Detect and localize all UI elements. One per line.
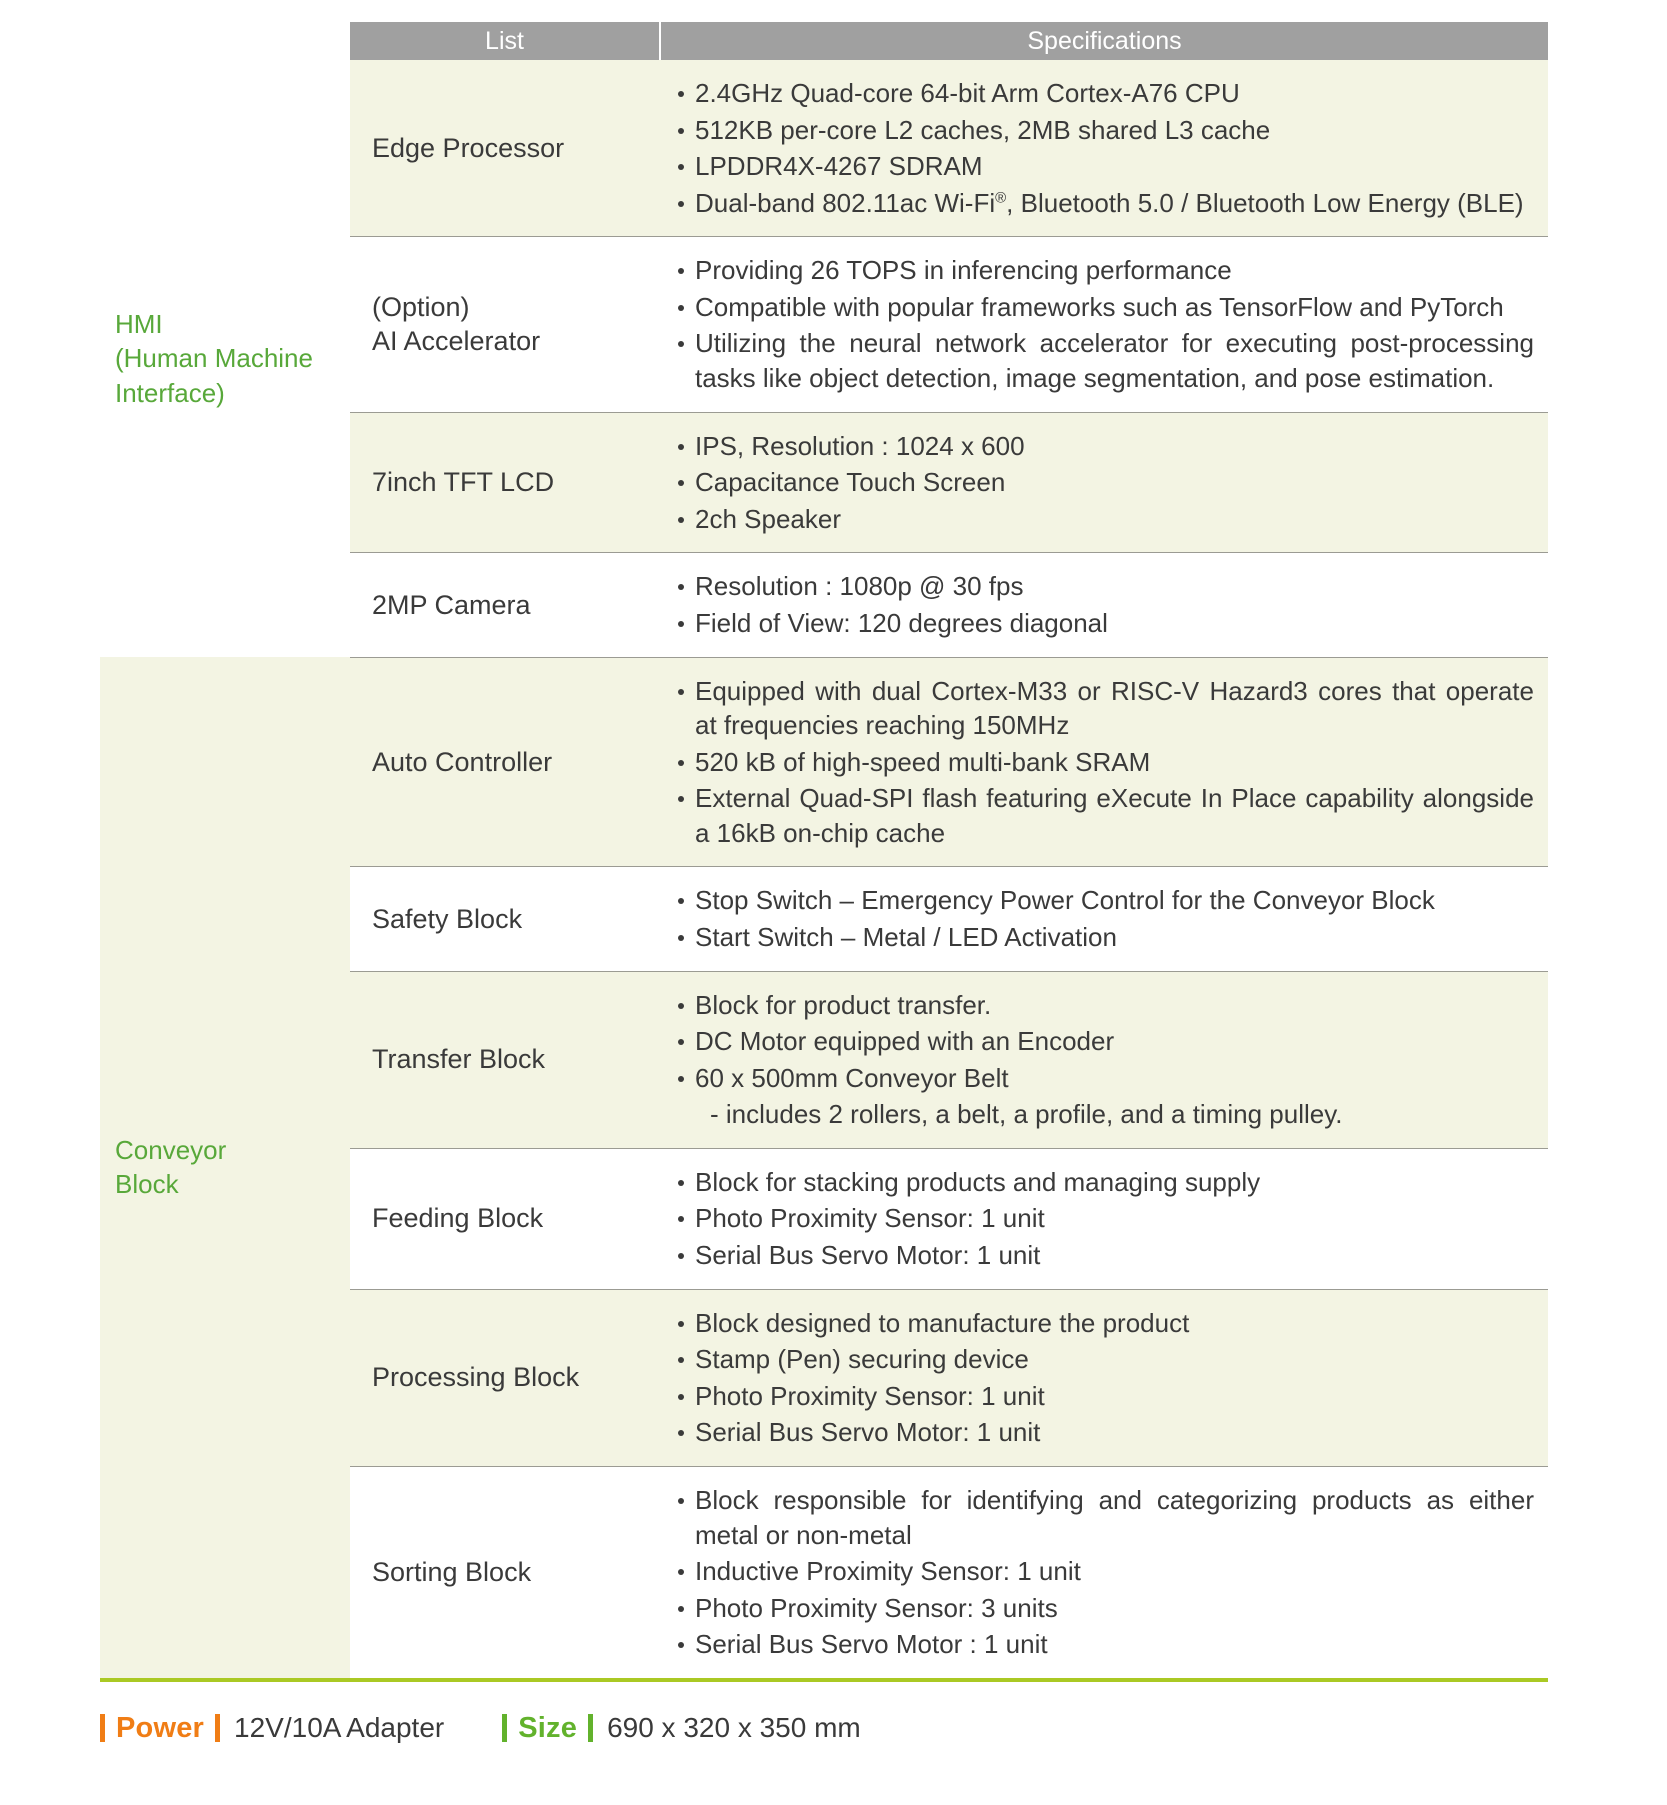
list-item-processing-block: Processing Block xyxy=(350,1289,660,1466)
bullet-item: 2.4GHz Quad-core 64-bit Arm Cortex-A76 CPU xyxy=(674,76,1534,111)
bullet-item: External Quad-SPI flash featuring eXecute In Place capability alongside a 16kB on-chip cache xyxy=(674,781,1534,850)
list-item-edge-processor: Edge Processor xyxy=(350,60,660,237)
list-item-feeding-block: Feeding Block xyxy=(350,1148,660,1289)
group-label-line: (Human Machine xyxy=(115,343,313,374)
group-label-line: Interface) xyxy=(115,377,225,408)
spec-cell-edge-processor xyxy=(660,60,1548,237)
bullet-subitem: - includes 2 rollers, a belt, a profile, and a timing pulley. xyxy=(710,1099,1343,1130)
spec-cell-2mp-camera xyxy=(660,553,1548,657)
bullet-item: Utilizing the neural network accelerator for executing post-processing tasks like object detection, image segmentation, and pose estimation. xyxy=(674,326,1534,395)
bullet-list xyxy=(674,674,1534,851)
list-item-ai-accelerator xyxy=(350,237,660,412)
spec-cell-auto-controller xyxy=(660,657,1548,867)
header-list: List xyxy=(350,22,660,60)
bullet-list xyxy=(674,1306,1534,1450)
bullet-list xyxy=(674,1165,1534,1273)
footer-divider xyxy=(100,1678,1548,1682)
group-label-hmi xyxy=(100,60,350,657)
bullet-item: LPDDR4X-4267 SDRAM xyxy=(674,149,1534,184)
footer xyxy=(100,1712,1548,1745)
bullet-item: Serial Bus Servo Motor: 1 unit xyxy=(674,1238,1534,1273)
list-item-safety-block: Safety Block xyxy=(350,867,660,971)
group-label-conveyor-block xyxy=(100,657,350,1678)
bullet-list xyxy=(674,569,1534,640)
table-header-row xyxy=(100,22,1548,60)
bullet-item: 60 x 500mm Conveyor Belt xyxy=(674,1061,1534,1096)
spec-cell-safety-block xyxy=(660,867,1548,971)
specification-table xyxy=(100,22,1548,1678)
list-item-2mp-camera: 2MP Camera xyxy=(350,553,660,657)
bullet-item: Block for product transfer. xyxy=(674,988,1534,1023)
size-label: Size xyxy=(518,1711,578,1744)
power-label: Power xyxy=(116,1711,205,1744)
table-row xyxy=(100,657,1548,867)
bullet-list xyxy=(674,883,1534,954)
bullet-item: Serial Bus Servo Motor : 1 unit xyxy=(674,1627,1534,1662)
bullet-list xyxy=(674,1483,1534,1662)
bullet-item: IPS, Resolution : 1024 x 600 xyxy=(674,429,1534,464)
bullet-item: DC Motor equipped with an Encoder xyxy=(674,1024,1534,1059)
group-label-line: Conveyor xyxy=(115,1135,227,1166)
bullet-list xyxy=(674,988,1534,1132)
bullet-item: 2ch Speaker xyxy=(674,502,1534,537)
spec-cell-tft-lcd xyxy=(660,412,1548,553)
table-body xyxy=(100,60,1548,1678)
bullet-item: Photo Proximity Sensor: 3 units xyxy=(674,1591,1534,1626)
table-header xyxy=(100,22,1548,60)
list-item-tft-lcd: 7inch TFT LCD xyxy=(350,412,660,553)
bullet-item: Dual-band 802.11ac Wi-Fi®, Bluetooth 5.0 / Bluetooth Low Energy (BLE) xyxy=(674,186,1534,221)
bullet-item: 520 kB of high-speed multi-bank SRAM xyxy=(674,745,1534,780)
bullet-item: Resolution : 1080p @ 30 fps xyxy=(674,569,1534,604)
power-bar-right-icon xyxy=(215,1714,220,1742)
footer-power xyxy=(100,1712,444,1745)
spec-cell-processing-block xyxy=(660,1289,1548,1466)
bullet-item: Photo Proximity Sensor: 1 unit xyxy=(674,1379,1534,1414)
bullet-list xyxy=(674,76,1534,220)
list-item-line: AI Accelerator xyxy=(372,326,541,357)
bullet-item: Block for stacking products and managing supply xyxy=(674,1165,1534,1200)
footer-size xyxy=(502,1712,861,1745)
bullet-item: Block responsible for identifying and categorizing products as either metal or non-metal xyxy=(674,1483,1534,1552)
size-bar-left-icon xyxy=(502,1714,507,1742)
spec-cell-ai-accelerator xyxy=(660,237,1548,412)
bullet-item: Photo Proximity Sensor: 1 unit xyxy=(674,1201,1534,1236)
bullet-item: 512KB per-core L2 caches, 2MB shared L3 cache xyxy=(674,113,1534,148)
list-item-auto-controller: Auto Controller xyxy=(350,657,660,867)
size-value: 690 x 320 x 350 mm xyxy=(607,1712,861,1744)
group-label-line: Block xyxy=(115,1169,179,1200)
bullet-item: Compatible with popular frameworks such as TensorFlow and PyTorch xyxy=(674,290,1534,325)
bullet-item: Equipped with dual Cortex-M33 or RISC-V Hazard3 cores that operate at frequencies reaching 150MHz xyxy=(674,674,1534,743)
header-specifications: Specifications xyxy=(660,22,1548,60)
bullet-list xyxy=(674,429,1534,537)
power-value: 12V/10A Adapter xyxy=(234,1712,445,1744)
size-bar-right-icon xyxy=(588,1714,593,1742)
header-blank xyxy=(100,22,350,60)
bullet-item: Start Switch – Metal / LED Activation xyxy=(674,920,1534,955)
bullet-item: Inductive Proximity Sensor: 1 unit xyxy=(674,1554,1534,1589)
bullet-item: Field of View: 120 degrees diagonal xyxy=(674,606,1534,641)
group-label-line: HMI xyxy=(115,309,163,340)
list-item-line: (Option) xyxy=(372,291,470,322)
bullet-item: Providing 26 TOPS in inferencing performance xyxy=(674,253,1534,288)
table-row xyxy=(100,60,1548,237)
bullet-item: Stop Switch – Emergency Power Control for the Conveyor Block xyxy=(674,883,1534,918)
bullet-item: Stamp (Pen) securing device xyxy=(674,1342,1534,1377)
spec-cell-transfer-block xyxy=(660,971,1548,1148)
bullet-item: Capacitance Touch Screen xyxy=(674,465,1534,500)
spec-cell-feeding-block xyxy=(660,1148,1548,1289)
power-bar-left-icon xyxy=(100,1714,105,1742)
list-item-transfer-block: Transfer Block xyxy=(350,971,660,1148)
spec-cell-sorting-block xyxy=(660,1466,1548,1677)
bullet-item: Block designed to manufacture the product xyxy=(674,1306,1534,1341)
bullet-list xyxy=(674,253,1534,395)
list-item-sorting-block: Sorting Block xyxy=(350,1466,660,1677)
bullet-item: Serial Bus Servo Motor: 1 unit xyxy=(674,1415,1534,1450)
